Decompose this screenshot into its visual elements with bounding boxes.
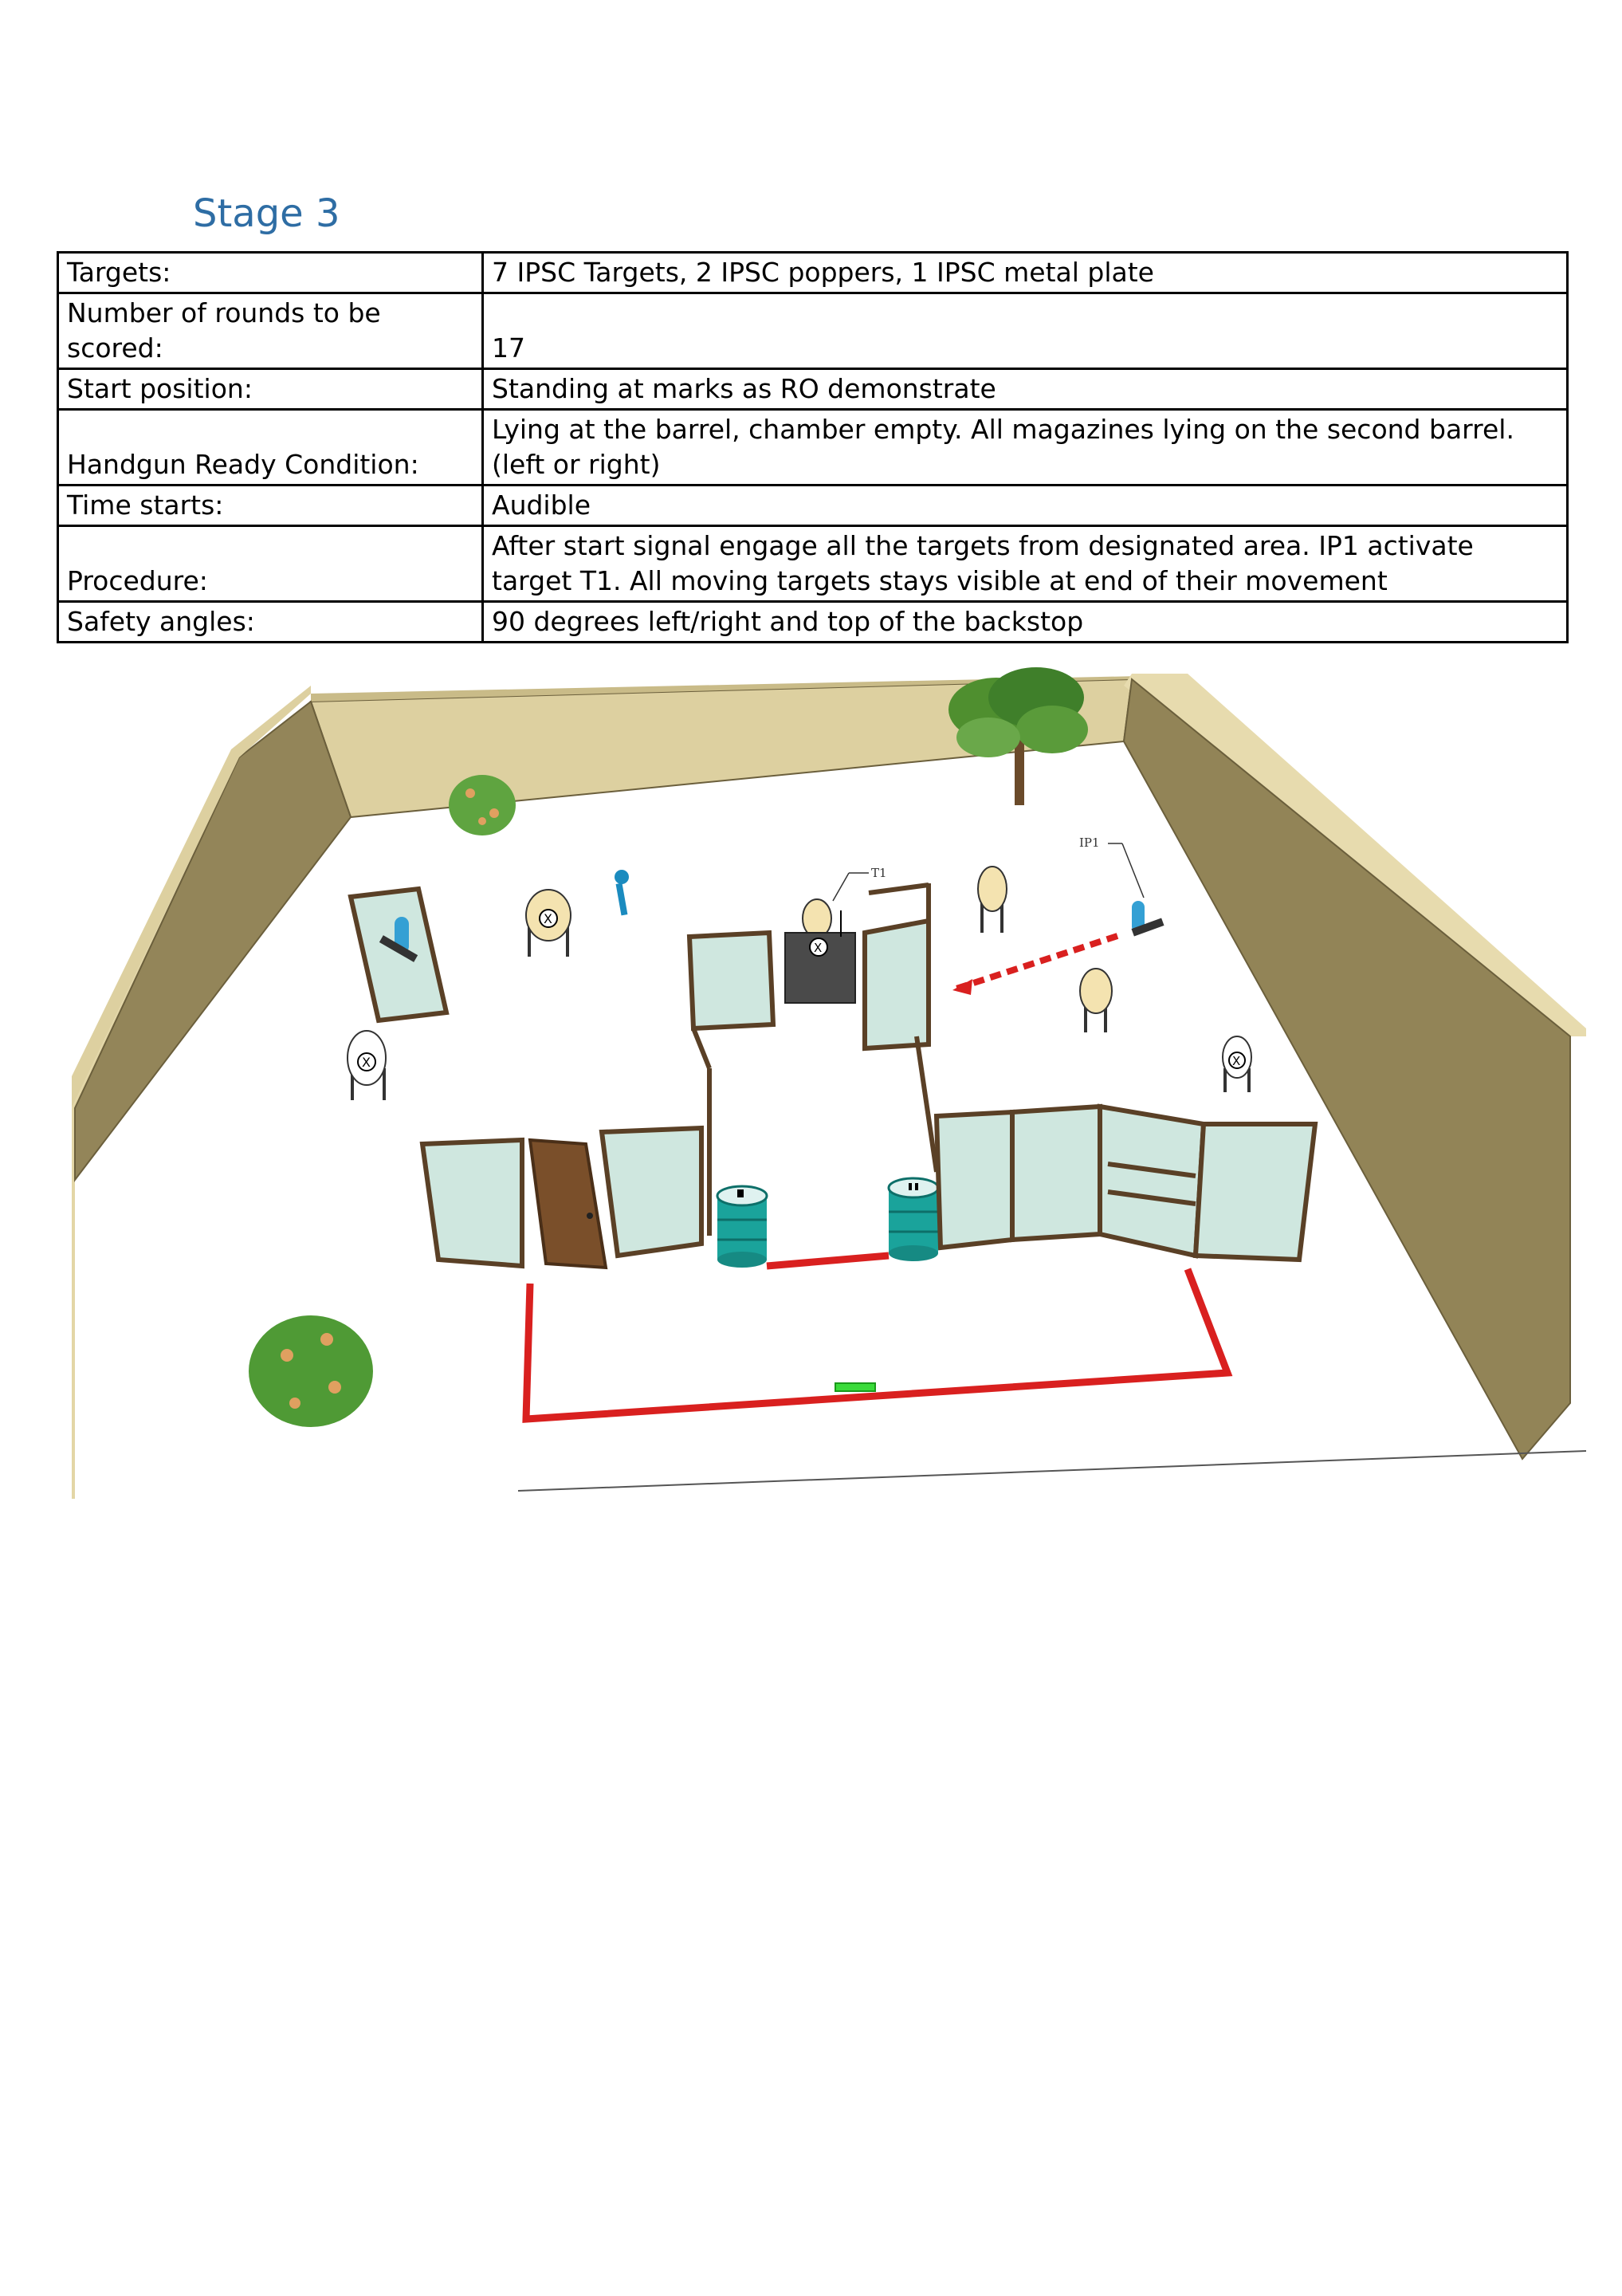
bush-icon	[249, 1315, 373, 1427]
row-value: Standing at marks as RO demonstrate	[483, 369, 1568, 410]
bush-icon	[449, 775, 516, 835]
row-value: 90 degrees left/right and top of the backstop	[483, 602, 1568, 643]
wall-panel	[865, 921, 929, 1048]
table-row-procedure	[58, 526, 1568, 602]
row-value: Lying at the barrel, chamber empty. All magazines lying on the second barrel. (left or right)	[483, 410, 1568, 486]
label-ip1: IP1	[1079, 835, 1100, 850]
barrel-icon	[717, 1186, 767, 1268]
row-label: Safety angles:	[58, 602, 483, 643]
row-value: Audible	[483, 486, 1568, 526]
stage-info-table	[57, 251, 1569, 643]
wall-panel	[1012, 1107, 1100, 1240]
svg-text:X: X	[814, 941, 823, 955]
wall-panel	[422, 1140, 522, 1266]
svg-text:X: X	[1232, 1054, 1241, 1068]
stage-title: Stage 3	[193, 191, 340, 236]
wall-panel	[602, 1128, 701, 1256]
row-value: 17	[483, 293, 1568, 369]
wall-panel	[937, 1112, 1012, 1248]
row-value: After start signal engage all the targets from designated area. IP1 activate target T1. All moving targets stays visible at end of their movement	[483, 526, 1568, 602]
table-row-targets	[58, 253, 1568, 293]
label-t1: T1	[871, 866, 887, 880]
row-label: Targets:	[58, 253, 483, 293]
door-knob-icon	[587, 1213, 593, 1219]
table-row-ready-condition	[58, 410, 1568, 486]
stage-diagram	[72, 662, 1586, 1515]
wall-panel	[1100, 1107, 1204, 1256]
table-row-safety-angles	[58, 602, 1568, 643]
wall-panel	[689, 933, 773, 1028]
start-position-marker	[835, 1383, 875, 1391]
barrel-icon	[889, 1178, 938, 1261]
row-label: Handgun Ready Condition:	[58, 410, 483, 486]
row-label: Procedure:	[58, 526, 483, 602]
svg-text:X: X	[362, 1055, 371, 1070]
svg-text:X: X	[544, 911, 552, 926]
row-value: 7 IPSC Targets, 2 IPSC poppers, 1 IPSC metal plate	[483, 253, 1568, 293]
table-row-start-position	[58, 369, 1568, 410]
row-label: Number of rounds to be scored:	[58, 293, 483, 369]
table-row-rounds	[58, 293, 1568, 369]
table-row-time-starts	[58, 486, 1568, 526]
wall-panel	[1196, 1124, 1315, 1260]
row-label: Time starts:	[58, 486, 483, 526]
row-label: Start position:	[58, 369, 483, 410]
